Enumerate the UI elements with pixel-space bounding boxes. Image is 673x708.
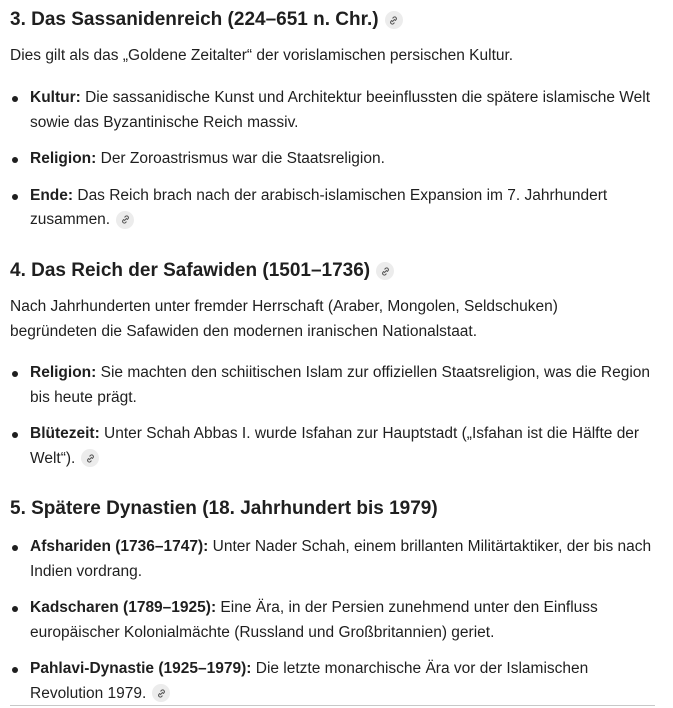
bullet-list bbox=[10, 86, 655, 233]
link-icon[interactable] bbox=[116, 211, 134, 229]
item-label: Ende: bbox=[30, 186, 74, 204]
item-text: Die sassanidische Kunst und Architektur beeinflussten die spätere islamische Welt sowie das Byzantinische Reich massiv. bbox=[30, 89, 650, 131]
section-heading-spaetere-dynastien: 5. Spätere Dynastien (18. Jahrhundert bis 1979) bbox=[10, 498, 438, 519]
list-item bbox=[10, 86, 655, 135]
item-label: Blütezeit: bbox=[30, 425, 100, 442]
item-label: Kultur: bbox=[30, 89, 81, 106]
section-heading-sassaniden: 3. Das Sassanidenreich (224–651 n. Chr.) bbox=[10, 7, 403, 33]
item-text: Das Reich brach nach der arabisch-islamischen Expansion im 7. Jahrhundert zusammen. bbox=[30, 186, 608, 228]
link-icon[interactable] bbox=[152, 684, 170, 702]
list-item bbox=[10, 361, 655, 410]
section-intro: Dies gilt als das „Goldene Zeitalter“ der vorislamischen persischen Kultur. bbox=[10, 47, 514, 64]
item-text: Die letzte monarchische Ära vor der Islamischen Revolution 1979. bbox=[30, 660, 589, 702]
bullet-list bbox=[10, 361, 655, 471]
list-item bbox=[10, 147, 655, 172]
item-label: Kadscharen (1789–1925): bbox=[30, 599, 217, 616]
item-label: Religion: bbox=[30, 364, 97, 381]
item-label: Religion: bbox=[30, 150, 97, 167]
link-icon[interactable] bbox=[385, 11, 403, 29]
list-item bbox=[10, 657, 655, 706]
item-text: Sie machten den schiitischen Islam zur offiziellen Staatsreligion, was die Region bis heute prägt. bbox=[30, 364, 651, 406]
bullet-list bbox=[10, 535, 655, 706]
section-intro: Nach Jahrhunderten unter fremder Herrschaft (Araber, Mongolen, Seldschuken) begründeten die Safawiden den modernen iranischen Nationalstaat. bbox=[10, 298, 558, 340]
list-item bbox=[10, 422, 655, 471]
item-label: Afshariden (1736–1747): bbox=[30, 538, 209, 555]
list-item bbox=[10, 184, 655, 233]
item-text: Eine Ära, in der Persien zunehmend unter den Einfluss europäischer Kolonialmächte (Russland und Großbritannien) geriet. bbox=[30, 599, 598, 641]
section-heading-safawiden: 4. Das Reich der Safawiden (1501–1736) bbox=[10, 258, 394, 284]
link-icon[interactable] bbox=[376, 262, 394, 280]
list-item bbox=[10, 596, 655, 645]
list-item bbox=[10, 535, 655, 584]
item-text: Der Zoroastrismus war die Staatsreligion. bbox=[96, 150, 385, 167]
divider bbox=[10, 705, 655, 706]
item-text: Unter Nader Schah, einem brillanten Militärtaktiker, der bis nach Indien vordrang. bbox=[30, 538, 652, 580]
link-icon[interactable] bbox=[81, 449, 99, 467]
item-label: Pahlavi-Dynastie (1925–1979): bbox=[30, 660, 252, 677]
item-text: Unter Schah Abbas I. wurde Isfahan zur Hauptstadt („Isfahan ist die Hälfte der Welt“). bbox=[30, 425, 640, 467]
